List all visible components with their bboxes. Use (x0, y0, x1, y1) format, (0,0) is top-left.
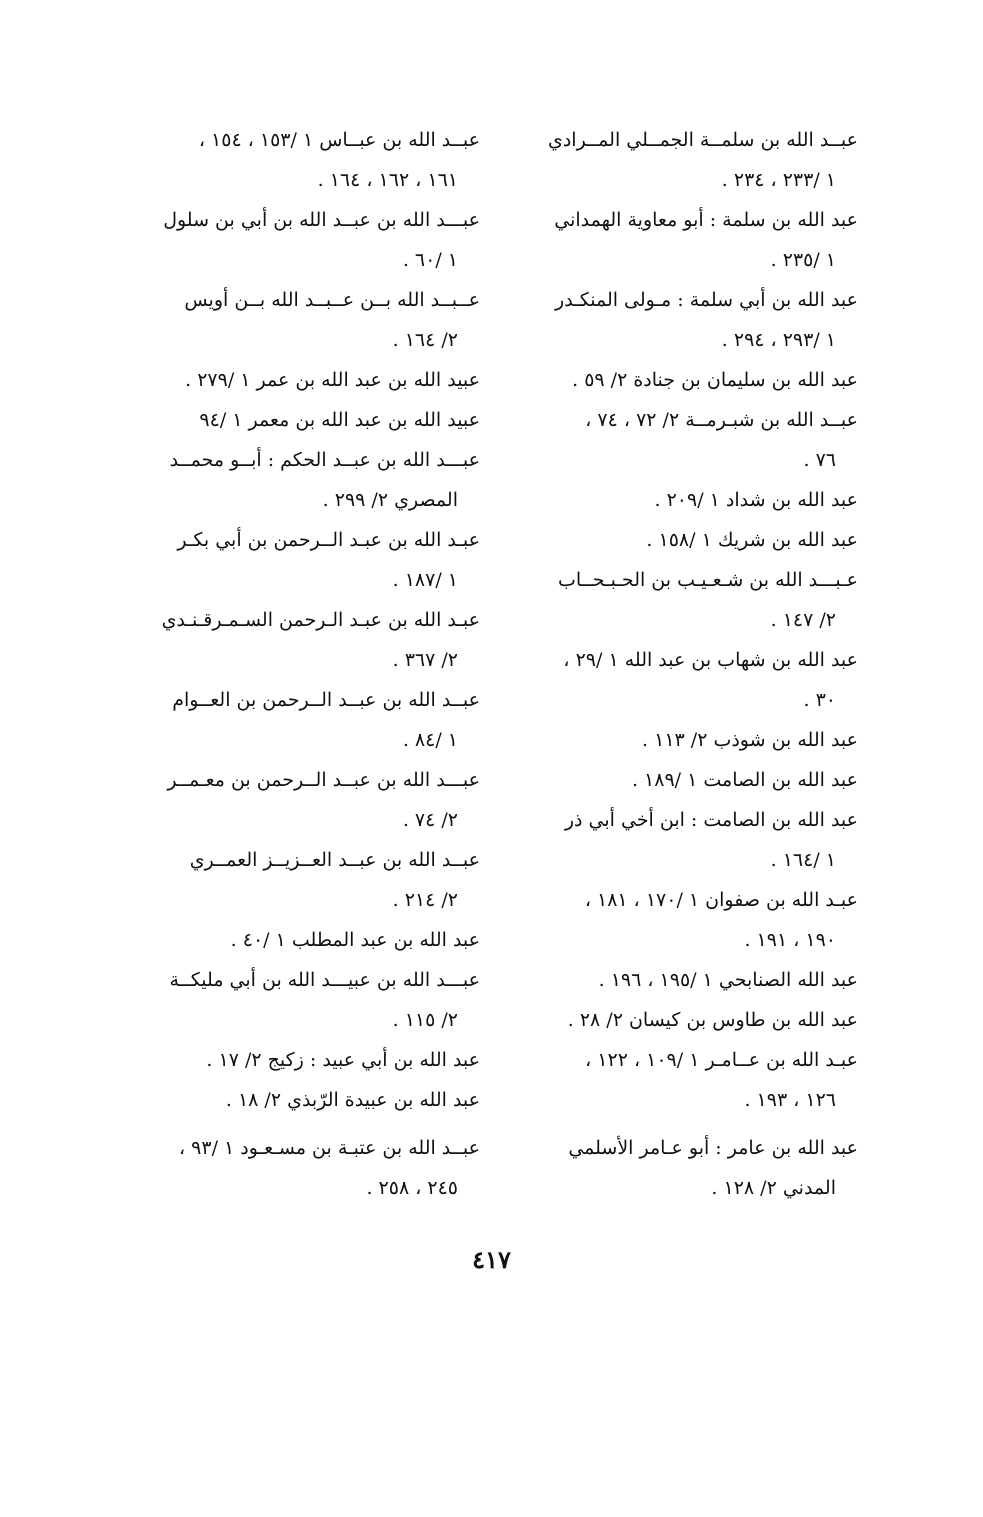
entry-pages-line: ١ /٨٤ . (402, 729, 458, 751)
entry-name-line: عبـد الله بن عبـد الــرحمن بن أبي بكـر (177, 529, 480, 551)
entry-pages-line: ١٦١ ، ١٦٢ ، ١٦٤ . (317, 169, 458, 191)
entry-pages-line: ١ /١٦٤ . (770, 849, 836, 871)
entry-pages-line: ٢/ ٢١٤ . (392, 889, 458, 911)
entry-name-line: عبـــد الله بن عبــد الله بن أبي بن سلول (163, 209, 480, 231)
index-entry (140, 280, 480, 360)
index-entry (140, 760, 480, 840)
entry-pages-line: ١ /٢٣٣ ، ٢٣٤ . (721, 169, 836, 191)
entry-name-line: عبـد الله بن عبـد الـرحمن السـمـرقـنـدي (161, 609, 480, 631)
entry-pages-line: ١ /١٨٧ . (392, 569, 458, 591)
index-entry (140, 600, 480, 680)
entry-pages-line: ٢/ ١٦٤ . (392, 329, 458, 351)
index-entry (518, 360, 858, 400)
entry-pages-line: ٢/ ١٤٧ . (770, 609, 836, 631)
index-entry (140, 920, 480, 960)
index-entry (518, 760, 858, 800)
index-entry (518, 400, 858, 480)
index-entry (140, 120, 480, 200)
entry-pages-line: ١ /٢٩٣ ، ٢٩٤ . (721, 329, 836, 351)
entry-name-line: عبيد الله بن عبد الله بن عمر ١ /٢٧٩ . (185, 369, 480, 391)
entry-pages-line: ٢٤٥ ، ٢٥٨ . (366, 1177, 458, 1199)
index-entry (140, 440, 480, 520)
entry-name-line: عبد الله بن عبيدة الرّبذي ٢/ ١٨ . (225, 1089, 480, 1111)
index-entry (518, 1040, 858, 1120)
entry-gap (140, 1120, 480, 1128)
entry-name-line: عبد الله بن عامر : أبو عـامر الأسلمي (568, 1137, 858, 1159)
entry-pages-line: ٢/ ٧٤ . (402, 809, 458, 831)
index-entry (518, 120, 858, 200)
entry-name-line: عبــد الله بن عبــد الــرحمن بن العــوام (172, 689, 480, 711)
entry-pages-line: ١٢٦ ، ١٩٣ . (744, 1089, 836, 1111)
right-column (518, 120, 858, 1208)
entry-pages-line: ١ /٢٣٥ . (770, 249, 836, 271)
entry-pages-line: ٣٠ . (803, 689, 836, 711)
index-entry (140, 1080, 480, 1120)
index-entry (518, 880, 858, 960)
index-entry (518, 1128, 858, 1208)
index-entry (518, 800, 858, 880)
index-entry (140, 1040, 480, 1080)
entry-name-line: عبـد الله بن عــامـر ١ /١٠٩ ، ١٢٢ ، (585, 1049, 858, 1071)
index-entry (140, 960, 480, 1040)
entry-name-line: عبد الله بن الصامت : ابن أخي أبي ذر (564, 809, 858, 831)
index-entry (140, 200, 480, 280)
entry-name-line: عبد الله بن سليمان بن جنادة ٢/ ٥٩ . (572, 369, 858, 391)
entry-name-line: عبد الله بن الصامت ١ /١٨٩ . (631, 769, 858, 791)
entry-pages-line: المصري ٢/ ٢٩٩ . (322, 489, 458, 511)
index-entry (140, 520, 480, 600)
entry-gap (518, 1120, 858, 1128)
entry-pages-line: المدني ٢/ ١٢٨ . (711, 1177, 836, 1199)
entry-name-line: عبيد الله بن عبد الله بن معمر ١ /٩٤ (199, 409, 480, 431)
index-entry (518, 720, 858, 760)
entry-name-line: عبـد الله بن صفوان ١ /١٧٠ ، ١٨١ ، (584, 889, 858, 911)
index-entry (518, 480, 858, 520)
entry-name-line: عبــد الله بن عبــد العــزيــز العمــري (189, 849, 480, 871)
index-entry (140, 360, 480, 400)
entry-name-line: عبــد الله بن عتبـة بن مسـعـود ١ /٩٣ ، (179, 1137, 480, 1159)
entry-name-line: عبـــد الله بن عبــد الحكم : أبــو محمــد (169, 449, 480, 471)
index-entry (518, 640, 858, 720)
entry-name-line: عـبـــد الله بن شـعـيـب بن الحـبـحــاب (557, 569, 858, 591)
index-entry (518, 520, 858, 560)
entry-name-line: عبد الله بن عبد المطلب ١ /٤٠ . (230, 929, 480, 951)
entry-name-line: عــبــد الله بــن عــبــد الله بــن أويس (184, 289, 480, 311)
index-entry (140, 400, 480, 440)
entry-name-line: عبــد الله بن عبــاس ١ /١٥٣ ، ١٥٤ ، (198, 129, 480, 151)
index-entry (518, 200, 858, 280)
entry-name-line: عبــد الله بن سلمــة الجمــلي المــرادي (547, 129, 858, 151)
entry-name-line: عبد الله بن شريك ١ /١٥٨ . (646, 529, 858, 551)
page-number: ٤١٧ (472, 1245, 511, 1274)
entry-name-line: عبد الله بن شداد ١ /٢٠٩ . (654, 489, 858, 511)
entry-pages-line: ٧٦ . (803, 449, 836, 471)
entry-name-line: عبد الله بن شهاب بن عبد الله ١ /٢٩ ، (563, 649, 858, 671)
entry-pages-line: ٢/ ١١٥ . (392, 1009, 458, 1031)
entry-pages-line: ١ /٦٠ . (402, 249, 458, 271)
entry-name-line: عبـــد الله بن عبــد الــرحمن بن معـمــر (167, 769, 480, 791)
entry-name-line: عبـــد الله بن عبيـــد الله بن أبي مليكــة (169, 969, 480, 991)
index-entry (140, 680, 480, 760)
entry-pages-line: ٢/ ٣٦٧ . (392, 649, 458, 671)
index-entry (518, 1000, 858, 1040)
entry-pages-line: ١٩٠ ، ١٩١ . (744, 929, 836, 951)
entry-name-line: عبد الله بن سلمة : أبو معاوية الهمداني (554, 209, 858, 231)
entry-name-line: عبد الله الصنابحي ١ /١٩٥ ، ١٩٦ . (598, 969, 858, 991)
entry-name-line: عبد الله بن أبي عبيد : زكيج ٢/ ١٧ . (206, 1049, 480, 1071)
index-entry (140, 1128, 480, 1208)
entry-name-line: عبــد الله بن شبـرمــة ٢/ ٧٢ ، ٧٤ ، (585, 409, 858, 431)
entry-name-line: عبد الله بن شوذب ٢/ ١١٣ . (642, 729, 858, 751)
index-entry (140, 840, 480, 920)
index-entry (518, 960, 858, 1000)
left-column (140, 120, 480, 1208)
index-entry (518, 560, 858, 640)
index-entry (518, 280, 858, 360)
entry-name-line: عبد الله بن أبي سلمة : مـولى المنكـدر (555, 289, 858, 311)
entry-name-line: عبد الله بن طاوس بن كيسان ٢/ ٢٨ . (567, 1009, 858, 1031)
